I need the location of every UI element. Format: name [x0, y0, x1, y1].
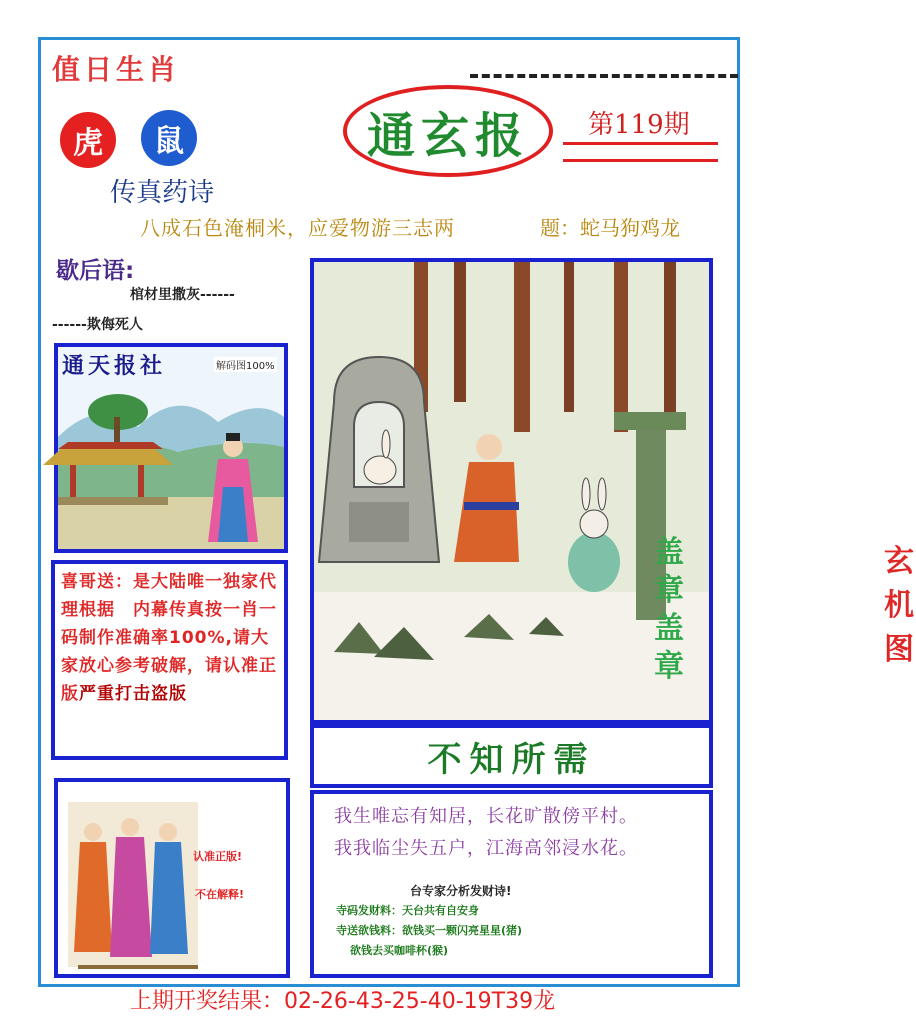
finance-line-3: 欲钱去买咖啡杯(猴)	[350, 944, 449, 957]
tag-green-2: 盖章	[654, 611, 684, 684]
notice-body: 喜哥送：是大陆唯一独家代理根据 内幕传真按一肖一码制作准确率100%,请大家放心参考破解，请认准正版	[61, 572, 277, 704]
zodiac-title: 值日生肖	[52, 53, 181, 86]
finance-line-2: 寺送欲钱料：欲钱买一颗闪亮星星(猪)	[336, 924, 523, 937]
notice-strong: 严重打击盗版	[79, 684, 187, 704]
xiehouyu-title: 歇后语:	[56, 258, 135, 284]
fax-poem-topic: 题：蛇马狗鸡龙	[540, 216, 680, 240]
zodiac-badge-tiger	[60, 112, 116, 168]
main-caption: 不知所需	[427, 739, 596, 780]
fax-poem-title: 传真药诗	[110, 178, 215, 208]
fax-poem-line: 八成石色淹桐米，应爱物游三志两	[140, 216, 455, 240]
main-picture-box	[310, 258, 916, 724]
zodiac-badge-rat	[141, 110, 197, 166]
issue-underline	[563, 142, 718, 162]
xiehouyu-line-1: 棺材里撒灰------	[130, 287, 235, 303]
finance-title: 台专家分析发财诗!	[410, 884, 512, 898]
figures-illustration	[58, 782, 286, 974]
bottom-left-note-1: 认准正版!	[193, 850, 243, 863]
logo-text: 通玄报	[366, 107, 529, 164]
notice-text	[61, 568, 278, 708]
verse-box	[310, 790, 713, 978]
header-dashline	[470, 64, 738, 78]
main-caption-box	[310, 724, 713, 788]
xiehouyu-line-2: ------欺侮死人	[52, 317, 143, 333]
bottom-left-note-2: 不在解释!	[195, 888, 245, 901]
tongtian-box	[54, 343, 288, 553]
rabbit-scene-illustration	[314, 262, 709, 720]
zodiac-1-text: 虎	[73, 126, 103, 161]
verse-line-2: 我我临尘失五户，江海高邻浸水花。	[334, 838, 638, 859]
tag-green	[654, 534, 709, 686]
notice-box	[51, 560, 288, 760]
tag-red: 玄机图	[884, 544, 916, 667]
last-result: 上期开奖结果：02-26-43-25-40-19T39龙	[130, 989, 556, 1014]
verse-line-1: 我生唯忘有知居，长花旷散傍平村。	[334, 806, 638, 827]
tongtian-label: 通天报社	[62, 354, 167, 379]
logo-oval	[343, 85, 553, 177]
tag-green-1: 盖章	[654, 535, 684, 608]
bottom-left-box	[54, 778, 290, 978]
issue-number: 第119期	[588, 110, 690, 140]
finance-line-1: 寺码发财料：天台共有自安身	[336, 904, 479, 917]
zodiac-2-text: 鼠	[154, 124, 184, 159]
tongtian-sub: 解码图100%	[214, 357, 277, 372]
